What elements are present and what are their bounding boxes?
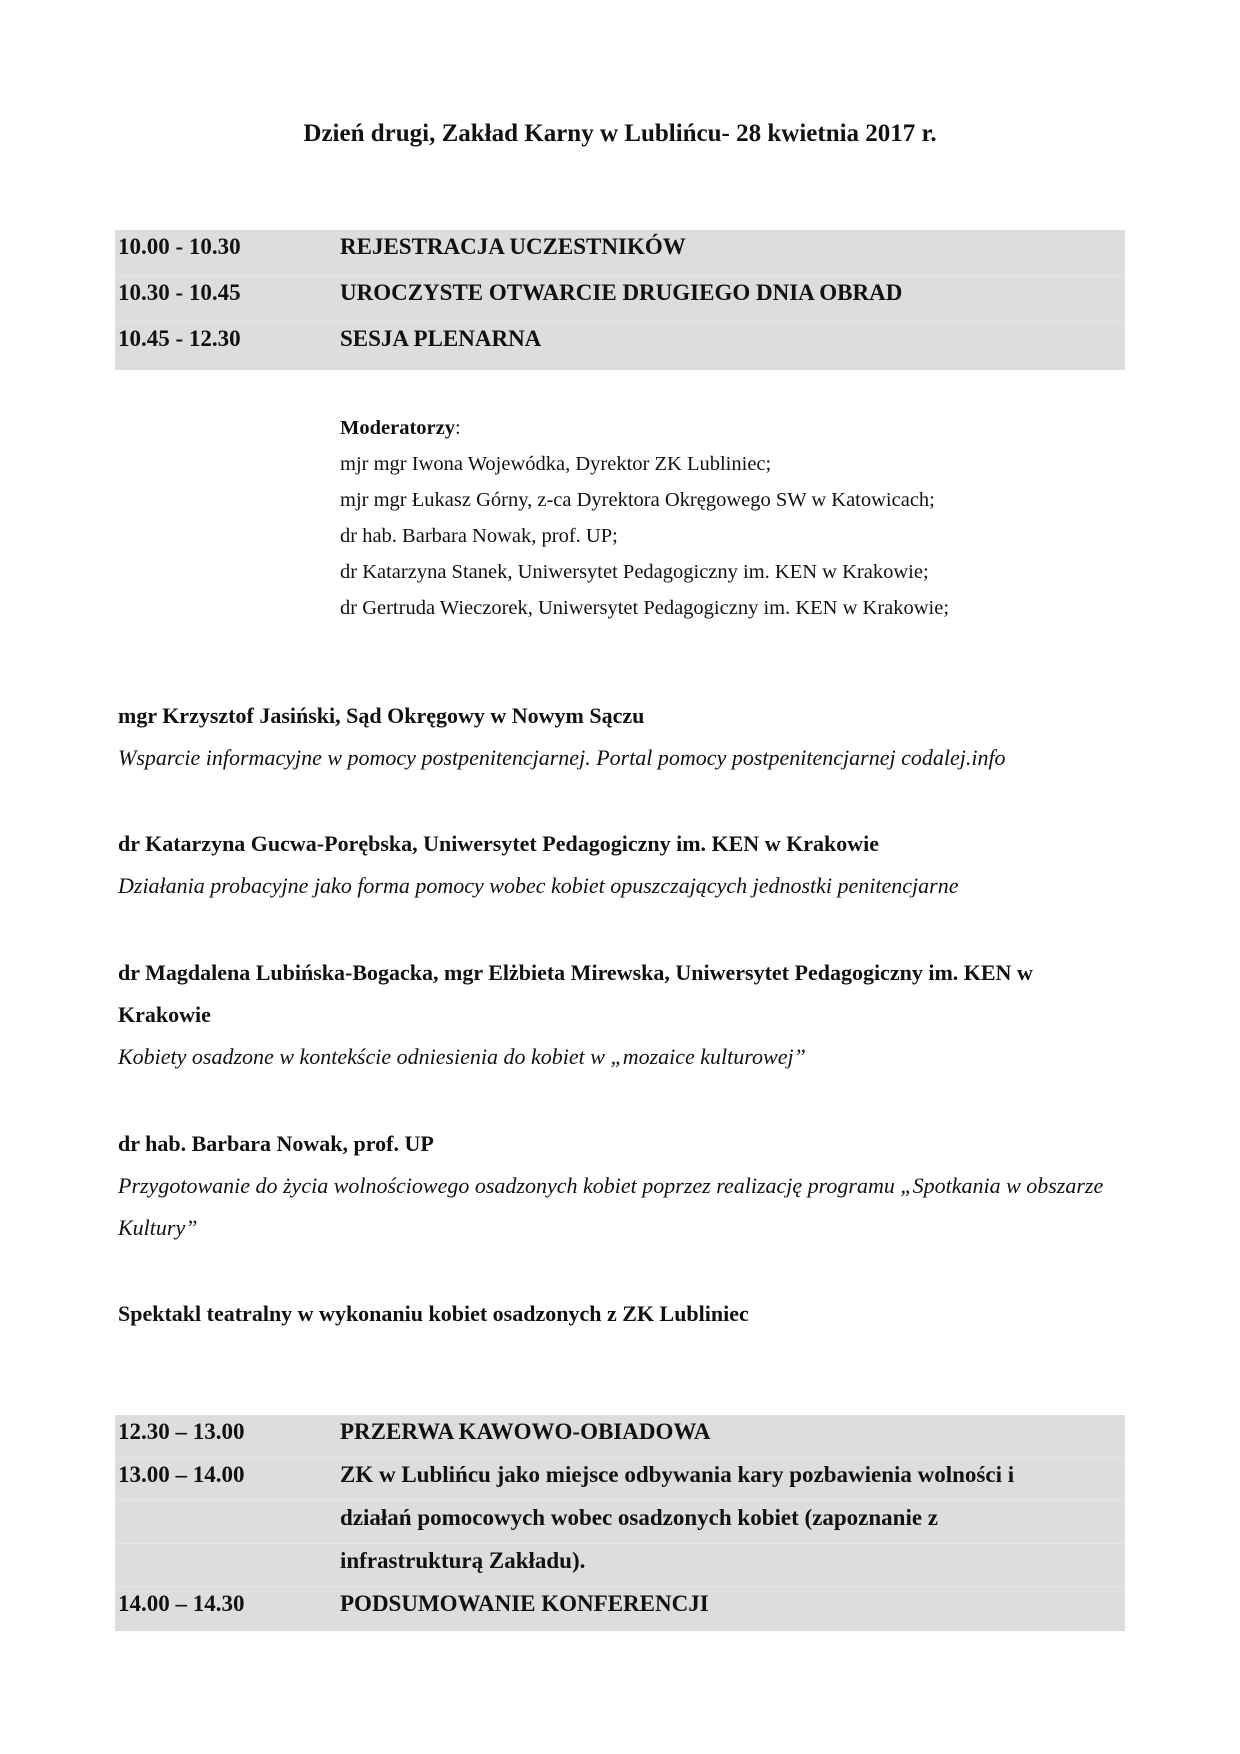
moderator-item: mjr mgr Łukasz Górny, z-ca Dyrektora Okręgowego SW w Katowicach; [340, 489, 935, 511]
schedule-time: 12.30 – 13.00 [118, 1419, 245, 1444]
schedule-row [115, 230, 1125, 276]
talk-topic: Przygotowanie do życia wolnościowego osadzonych kobiet poprzez realizację programu „Spotkania w obszarze Kultury” [118, 1173, 1104, 1240]
page-title: Dzień drugi, Zakład Karny w Lublińcu- 28 kwietnia 2017 r. [303, 120, 937, 147]
talk-speaker: dr Katarzyna Gucwa-Porębska, Uniwersytet Pedagogiczny im. KEN w Krakowie [118, 831, 879, 856]
schedule-bottom-table [115, 1415, 1125, 1631]
schedule-label: PODSUMOWANIE KONFERENCJI [340, 1591, 709, 1616]
schedule-label: UROCZYSTE OTWARCIE DRUGIEGO DNIA OBRAD [340, 280, 903, 305]
moderators-heading-line [340, 410, 949, 446]
talk-entry [118, 1123, 1128, 1249]
schedule-row [115, 1458, 1125, 1501]
schedule-label: infrastrukturą Zakładu). [340, 1548, 586, 1573]
schedule-row [115, 1501, 1125, 1544]
schedule-row [115, 276, 1125, 322]
talk-topic: Kobiety osadzone w kontekście odniesienia do kobiet w „mozaice kulturowej” [118, 1044, 806, 1069]
schedule-label: działań pomocowych wobec osadzonych kobiet (zapoznanie z [340, 1505, 938, 1530]
moderators-heading: Moderatorzy [340, 417, 455, 439]
schedule-top-table [115, 230, 1125, 370]
moderator-item: dr Gertruda Wieczorek, Uniwersytet Pedagogiczny im. KEN w Krakowie; [340, 597, 950, 619]
moderator-item: dr hab. Barbara Nowak, prof. UP; [340, 525, 618, 547]
schedule-time: 14.00 – 14.30 [118, 1591, 245, 1616]
talk-speaker: dr Magdalena Lubińska-Bogacka, mgr Elżbieta Mirewska, Uniwersytet Pedagogiczny im. KEN w Krakowie [118, 960, 1033, 1027]
schedule-time: 10.00 - 10.30 [118, 234, 241, 259]
moderators-block [340, 410, 949, 626]
moderator-item: mjr mgr Iwona Wojewódka, Dyrektor ZK Lubliniec; [340, 453, 772, 475]
moderators-heading-colon: : [454, 417, 461, 439]
performance-entry [118, 1293, 1128, 1335]
schedule-time: 13.00 – 14.00 [118, 1462, 245, 1487]
performance-text: Spektakl teatralny w wykonaniu kobiet osadzonych z ZK Lubliniec [118, 1301, 749, 1326]
schedule-label: PRZERWA KAWOWO-OBIADOWA [340, 1419, 711, 1444]
talk-speaker: mgr Krzysztof Jasiński, Sąd Okręgowy w Nowym Sączu [118, 703, 645, 728]
schedule-row [115, 1587, 1125, 1630]
schedule-row [115, 1544, 1125, 1587]
schedule-label: SESJA PLENARNA [340, 326, 542, 351]
moderator-item: dr Katarzyna Stanek, Uniwersytet Pedagogiczny im. KEN w Krakowie; [340, 561, 929, 583]
talk-entry [118, 695, 1128, 779]
schedule-row [115, 1415, 1125, 1458]
talk-topic: Działania probacyjne jako forma pomocy wobec kobiet opuszczających jednostki penitencjarne [118, 873, 959, 898]
schedule-label: REJESTRACJA UCZESTNIKÓW [340, 234, 686, 259]
talk-entry [118, 952, 1128, 1078]
schedule-time: 10.45 - 12.30 [118, 326, 241, 351]
talk-topic: Wsparcie informacyjne w pomocy postpenitencjarnej. Portal pomocy postpenitencjarnej codalej.info [118, 745, 1006, 770]
schedule-row [115, 322, 1125, 368]
schedule-label: ZK w Lublińcu jako miejsce odbywania kary pozbawienia wolności i [340, 1462, 1015, 1487]
talk-entry [118, 823, 1128, 907]
talk-speaker: dr hab. Barbara Nowak, prof. UP [118, 1131, 434, 1156]
schedule-time: 10.30 - 10.45 [118, 280, 241, 305]
